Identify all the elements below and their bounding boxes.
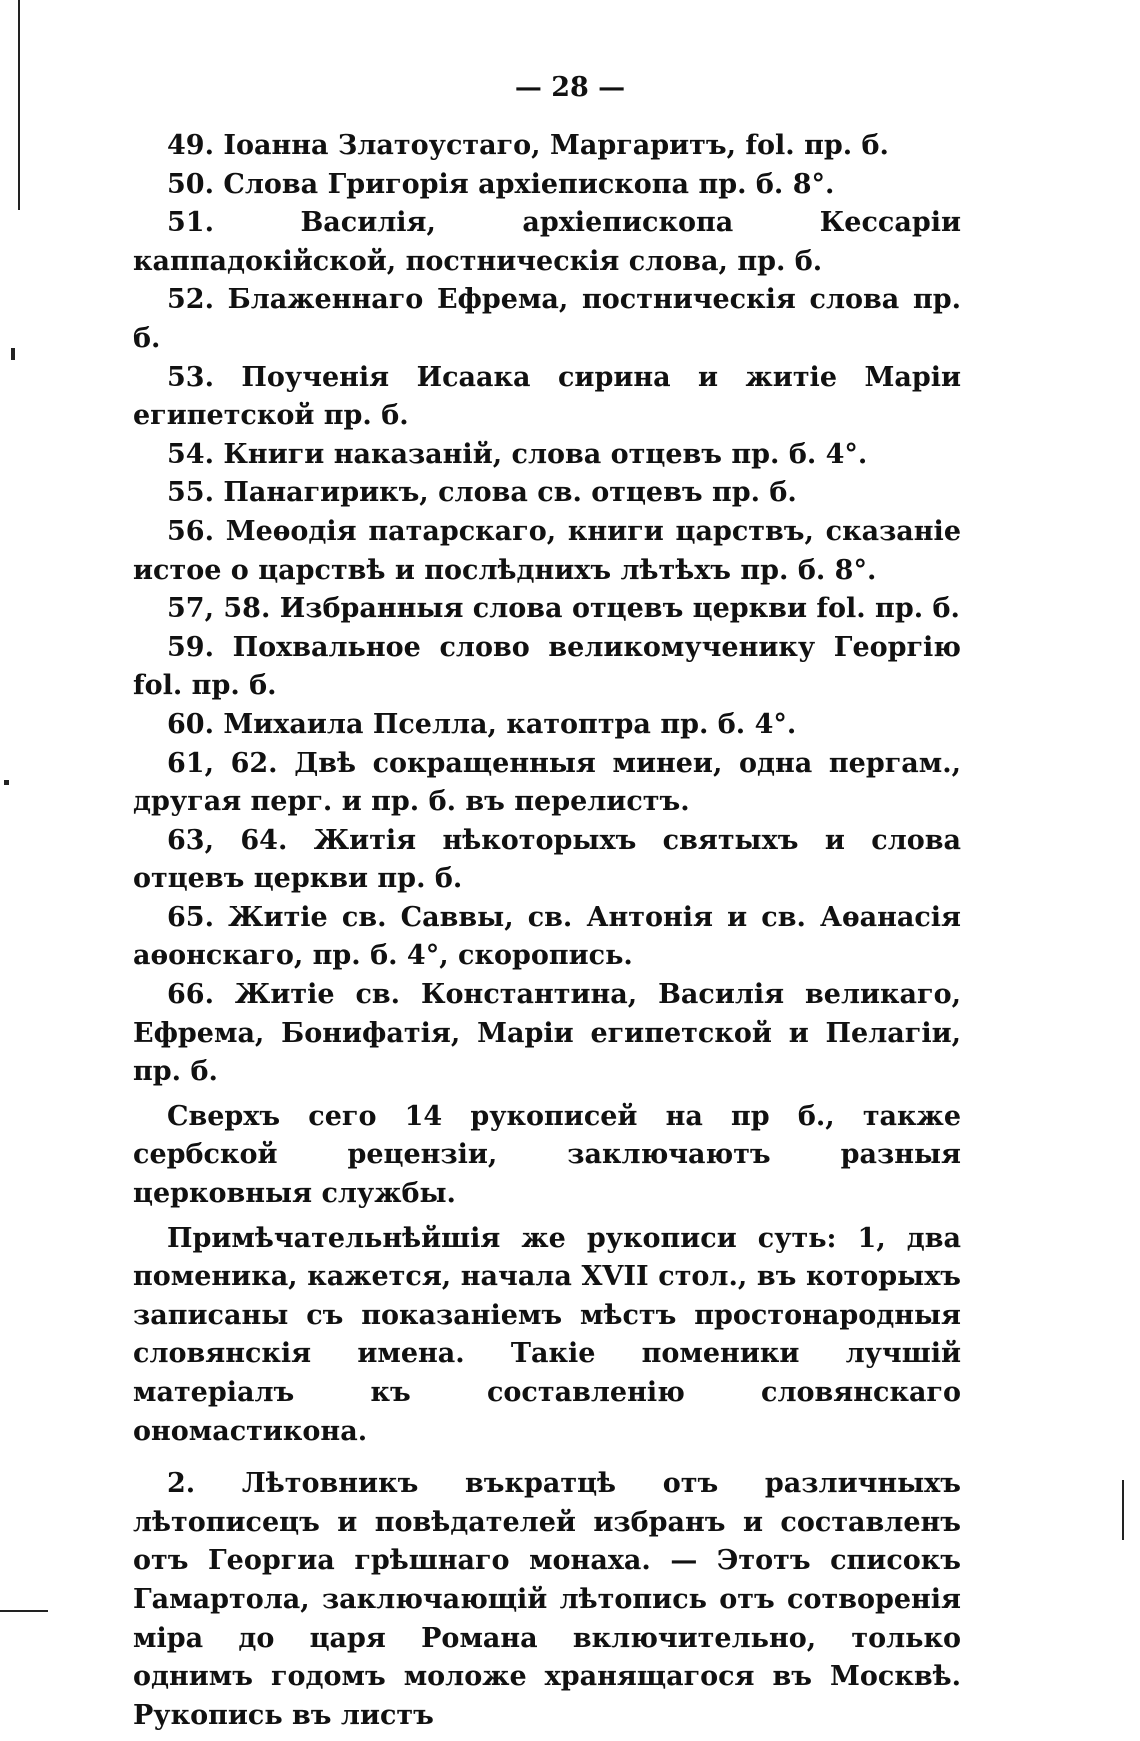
scan-speck	[4, 780, 9, 785]
list-item: 59. Похвальное слово великомученику Георгію fol. пр. б.	[133, 631, 961, 702]
list-item: 54. Книги наказаній, слова отцевъ пр. б. 4°.	[167, 438, 868, 470]
scan-edge-line	[0, 1610, 48, 1612]
list-item: 55. Панагирикъ, слова св. отцевъ пр. б.	[167, 477, 797, 509]
list-item: 50. Слова Григорія архіепископа пр. б. 8°.	[167, 168, 835, 200]
list-item: 56. Меѳодія патарскаго, книги царствъ, сказаніе истое о царствѣ и послѣднихъ лѣтѣхъ пр. б. 8°.	[133, 515, 961, 586]
list-item: 51. Василія, архіепископа Кессаріи каппадокійской, постническія слова, пр. б.	[133, 207, 961, 277]
page-number: — 28 —	[514, 72, 626, 103]
list-item: 53. Поученія Исаака сирина и житіе Маріи египетской пр. б.	[133, 361, 961, 432]
body-paragraph: Примѣчательнѣйшія же рукописи суть: 1, два поменика, кажется, начала XVII стол., въ которыхъ записаны съ показаніемъ мѣстъ простонародныя словянскія имена. Такіе поменики лучшій матеріалъ къ составленію словянскаго ономастикона.	[133, 1222, 961, 1447]
list-item: 49. Іоанна Златоустаго, Маргаритъ, fol. пр. б.	[167, 130, 889, 161]
list-item: 66. Житіе св. Константина, Василія великаго, Ефрема, Бонифатія, Маріи египетской и Пелагіи, пр. б.	[133, 979, 961, 1088]
list-item: 65. Житіе св. Саввы, св. Антонія и св. Аѳанасія аѳонскаго, пр. б. 4°, скоропись.	[133, 901, 961, 972]
list-item: 63, 64. Житія нѣкоторыхъ святыхъ и слова отцевъ церкви пр. б.	[133, 824, 961, 895]
list-item: 61, 62. Двѣ сокращенныя минеи, одна пергам., другая перг. и пр. б. въ перелистъ.	[133, 747, 961, 818]
scan-edge-line	[1122, 1480, 1124, 1540]
list-item: 57, 58. Избранныя слова отцевъ церкви fol. пр. б.	[167, 593, 960, 625]
scan-speck	[11, 348, 15, 360]
list-item: 60. Михаила Пселла, катоптра пр. б. 4°.	[167, 708, 797, 740]
body-paragraph: Сверхъ сего 14 рукописей на пр б., также сербской рецензіи, заключаютъ разныя церковныя службы.	[133, 1100, 961, 1210]
page-text	[133, 127, 961, 1741]
scan-edge-line	[18, 0, 20, 210]
body-paragraph: 2. Лѣтовникъ въкратцѣ отъ различныхъ лѣтописецъ и повѣдателей избранъ и составленъ отъ Георгиа грѣшнаго монаха. — Этотъ списокъ Гамартола, заключающій лѣтопись отъ сотворенія міра до царя Романа включительно, только однимъ годомъ моложе хранящагося въ Москвѣ. Рукопись въ листъ	[133, 1468, 961, 1731]
list-item: 52. Блаженнаго Ефрема, постническія слова пр. б.	[133, 284, 961, 354]
